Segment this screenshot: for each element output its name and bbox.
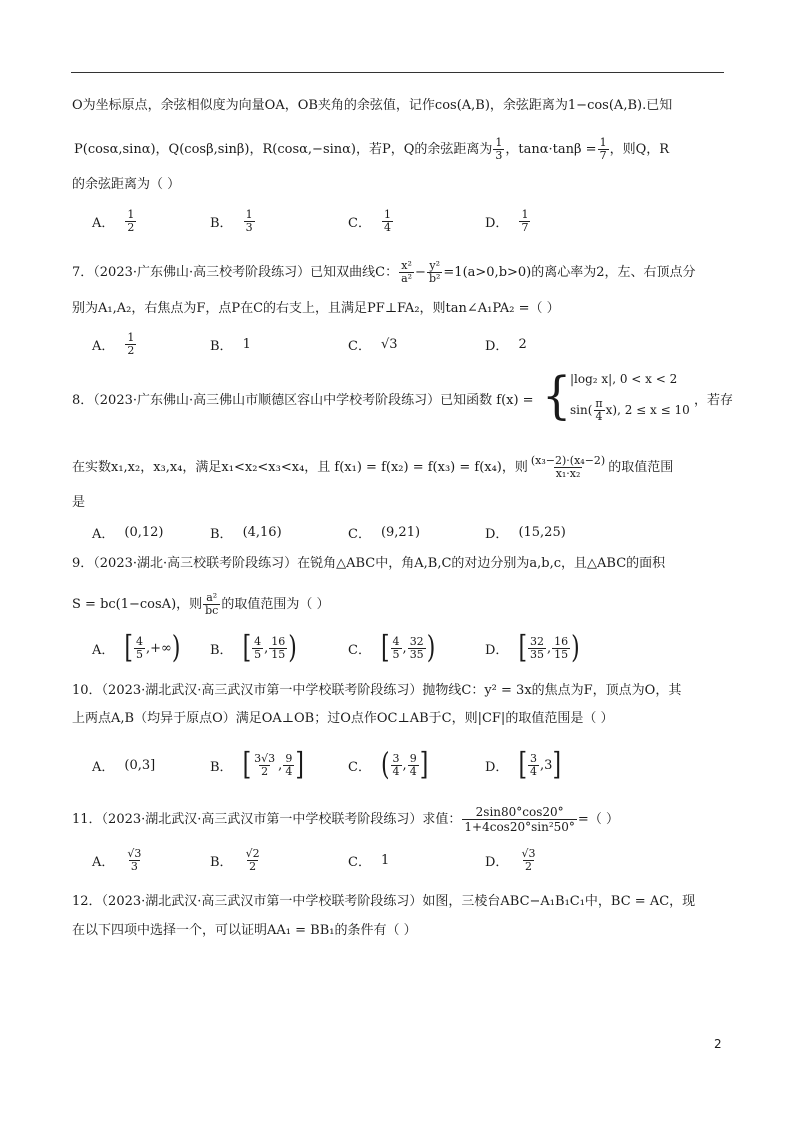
q6-line-3: 的余弦距离为（ ） xyxy=(72,177,181,192)
q9-option-c[interactable]: C． [ $\frac{4}{5}$ , $\frac{32}{35}$ ) xyxy=(348,630,436,666)
q7-line-1: 7．（2023·广东佛山·高三校考阶段练习）已知双曲线C： $\frac{\text{x²}}{\text{a²}}$ − $\frac{\text{y²}}{\text{b²}}$ =1(a>0,b>0)的离心率为2，左、右顶点分 xyxy=(72,259,696,285)
q11-option-d[interactable]: D． $\frac{√3}{2}$ xyxy=(485,846,536,873)
q10-options xyxy=(92,747,652,783)
header-rule xyxy=(71,72,724,73)
q11-options xyxy=(92,845,652,875)
q10-option-c[interactable]: C． ( $\frac{3}{4}$ , $\frac{9}{4}$ ] xyxy=(348,747,429,783)
q7-option-c[interactable]: C． √3 xyxy=(348,336,398,354)
q7-option-b[interactable]: B． 1 xyxy=(210,336,251,354)
q9-option-b[interactable]: B． [ $\frac{4}{5}$ , $\frac{16}{15}$ ) xyxy=(210,630,297,666)
q9-options xyxy=(92,630,652,666)
page-number: 2 xyxy=(714,1037,722,1051)
q6-option-d[interactable]: D． $\frac{1}{7}$ xyxy=(485,207,529,234)
q10-line-1: 10．（2023·湖北武汉·高三武汉市第一中学校联考阶段练习）抛物线C：y² = 3x的焦点为F，顶点为O，其 xyxy=(72,683,682,698)
q8-options xyxy=(92,517,652,547)
brace-icon: { xyxy=(542,365,572,425)
q7-options xyxy=(92,329,652,359)
q6-option-c[interactable]: C． $\frac{1}{4}$ xyxy=(348,207,391,234)
q12-line-2: 在以下四项中选择一个，可以证明AA₁ = BB₁的条件有（ ） xyxy=(72,923,417,938)
q7-option-a[interactable]: A． $\frac{1}{2}$ xyxy=(92,330,135,357)
q11-option-b[interactable]: B． $\frac{√2}{2}$ xyxy=(210,846,260,873)
q11-option-c[interactable]: C． 1 xyxy=(348,852,390,870)
q8-option-b[interactable]: B． (4,16) xyxy=(210,524,282,542)
q6-line-2: P(cosα,sinα)，Q(cosβ,sinβ)，R(cosα,−sinα)，若P，Q的余弦距离为 $\frac{1}{3}$ ，tanα·tanβ = $\frac{1}{7}$ ，则Q，R xyxy=(74,136,670,162)
q7-line-2: 别为A₁,A₂，右焦点为F，点P在C的右支上，且满足PF⊥FA₂，则tan∠A₁PA₂ =（ ） xyxy=(72,301,560,316)
q9-line-2: S = bc(1−cosA)，则 $\frac{\text{a²}}{bc}$ 的取值范围为（ ） xyxy=(72,591,330,617)
q11-line-1: 11．（2023·湖北武汉·高三武汉市第一中学校联考阶段练习）求值： $\frac{2\sin 80^\circ\cos 20^\circ}{\text{1+4cos20°sin²50°}}$ =（ ） xyxy=(72,805,619,834)
q6-options xyxy=(92,206,652,236)
q8-option-c[interactable]: C． (9,21) xyxy=(348,524,421,542)
q6-option-b[interactable]: B． $\frac{1}{3}$ xyxy=(210,207,253,234)
q10-option-a[interactable]: A． (0,3] xyxy=(92,757,156,775)
q9-option-d[interactable]: D． [ $\frac{32}{35}$ , $\frac{16}{15}$ ) xyxy=(485,630,580,666)
q12-line-1: 12．（2023·湖北武汉·高三武汉市第一中学校联考阶段练习）如图，三棱台ABC−A₁B₁C₁中，BC = AC，现 xyxy=(72,894,696,909)
q8-line-1: 8．（2023·广东佛山·高三佛山市顺德区容山中学校考阶段练习）已知函数 f(x) = xyxy=(72,393,534,408)
q8-option-d[interactable]: D． (15,25) xyxy=(485,524,566,542)
q6-line-1: O为坐标原点，余弦相似度为向量OA，OB夹角的余弦值，记作cos(A,B)，余弦距离为1−cos(A,B).已知 xyxy=(72,98,673,113)
q8-option-a[interactable]: A． (0,12) xyxy=(92,524,164,542)
q9-line-1: 9．（2023·湖北·高三校联考阶段练习）在锐角△ABC中，角A,B,C的对边分别为a,b,c，且△ABC的面积 xyxy=(72,556,666,571)
q10-option-b[interactable]: B． [ $\frac{3√3}{2}$ , $\frac{9}{4}$ ] xyxy=(210,747,304,783)
q8-after-piece: ，若存 xyxy=(694,393,734,408)
q10-option-d[interactable]: D． [ $\frac{3}{4}$ , 3 ] xyxy=(485,747,562,783)
q7-option-d[interactable]: D． 2 xyxy=(485,336,527,354)
q6-option-a[interactable]: A． $\frac{1}{2}$ xyxy=(92,207,135,234)
q9-option-a[interactable]: A． [ $\frac{4}{5}$ , +∞ ) xyxy=(92,630,181,666)
q11-option-a[interactable]: A． $\frac{√3}{3}$ xyxy=(92,846,142,873)
q8-line-2: 在实数x₁,x₂，x₃,x₄，满足x₁<x₂<x₃<x₄，且 f(x₁) = f(x₂) = f(x₃) = f(x₄)，则 $\frac{\text{(x₃−2)·(x₄−2)}}{\text{x₁·x₂}}$ 的取值范围 xyxy=(72,454,674,480)
q10-line-2: 上两点A,B（均异于原点O）满足OA⊥OB；过O点作OC⊥AB于C，则|CF|的取值范围是（ ） xyxy=(72,711,614,726)
q8-line-3: 是 xyxy=(72,495,86,510)
